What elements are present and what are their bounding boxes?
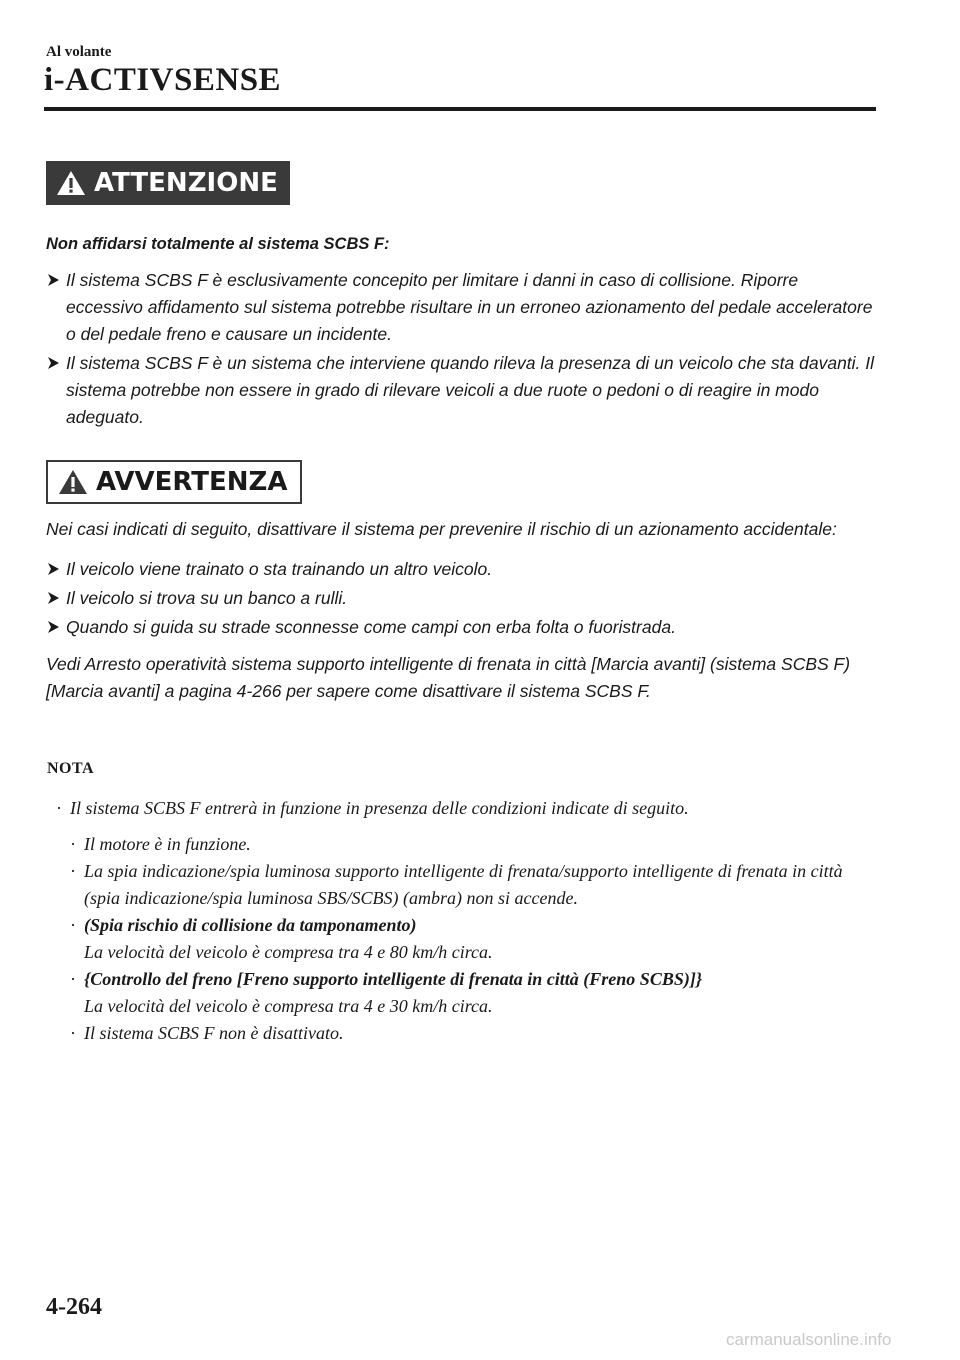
nota-main-list — [46, 795, 876, 822]
bullet-icon: · — [70, 834, 76, 854]
bullet-icon: · — [70, 915, 76, 935]
nota-conditions-list — [70, 831, 876, 1047]
avvertenza-badge — [46, 460, 302, 504]
list-item: · (Spia rischio di collisione da tamponamento) La velocità del veicolo è compresa tra 4 e 80 km/h circa. — [70, 912, 876, 966]
warning-triangle-icon — [58, 469, 88, 495]
avvertenza-list — [46, 556, 876, 641]
attenzione-list — [46, 267, 876, 431]
list-item: · {Controllo del freno [Freno supporto intelligente di frenata in città (Freno SCBS)]} La velocità del veicolo è compresa tra 4 e 30 km/h circa. — [70, 966, 876, 1020]
avvertenza-intro: Nei casi indicati di seguito, disattivare il sistema per prevenire il rischio di un azionamento accidentale: — [46, 519, 837, 539]
bullet-icon: · — [70, 1023, 76, 1043]
arrow-right-icon — [46, 591, 60, 605]
arrow-right-icon — [46, 620, 60, 634]
list-item: Il sistema SCBS F è esclusivamente concepito per limitare i danni in caso di collisione. Riporre eccessivo affidamento sul sistema potrebbe risultare in un erroneo azionamento del pedale acceleratore o del pedale freno e causare un incidente. — [46, 267, 876, 348]
arrow-right-icon — [46, 356, 60, 370]
arrow-right-icon — [46, 562, 60, 576]
avvertenza-reference: Vedi Arresto operatività sistema supporto intelligente di frenata in città [Marcia avanti] (sistema SCBS F) [Marcia avanti] a pagina 4-266 per sapere come disattivare il sistema SCBS F. — [46, 654, 851, 701]
attenzione-badge — [46, 161, 290, 205]
watermark: carmanualsonline.info — [726, 1330, 892, 1349]
list-item: · La spia indicazione/spia luminosa supporto intelligente di frenata/supporto intelligente di frenata in città (spia indicazione/spia luminosa SBS/SCBS) (ambra) non si accende. — [70, 858, 876, 912]
list-item: Il veicolo viene trainato o sta trainando un altro veicolo. — [46, 556, 876, 583]
attenzione-label: ATTENZIONE — [94, 168, 278, 198]
attenzione-body — [46, 231, 876, 433]
bullet-icon: · — [56, 798, 62, 818]
header-divider — [44, 107, 876, 111]
bullet-icon: · — [70, 969, 76, 989]
section-kicker: Al volante — [46, 44, 112, 60]
list-item: · Il motore è in funzione. — [70, 831, 876, 858]
list-item: Il veicolo si trova su un banco a rulli. — [46, 585, 876, 612]
warning-triangle-icon — [56, 170, 86, 196]
list-item: · Il sistema SCBS F non è disattivato. — [70, 1020, 876, 1047]
page-number: 4-264 — [46, 1294, 102, 1320]
avvertenza-body — [46, 516, 876, 705]
section-title: i-ACTIVSENSE — [44, 62, 282, 98]
bullet-icon: · — [70, 861, 76, 881]
list-item: Quando si guida su strade sconnesse come campi con erba folta o fuoristrada. — [46, 614, 876, 641]
attenzione-lead: Non affidarsi totalmente al sistema SCBS F: — [46, 235, 390, 253]
avvertenza-label: AVVERTENZA — [96, 467, 288, 497]
nota-body — [46, 795, 876, 1047]
arrow-right-icon — [46, 273, 60, 287]
list-item: · Il sistema SCBS F entrerà in funzione in presenza delle condizioni indicate di seguito. — [56, 795, 876, 822]
list-item: Il sistema SCBS F è un sistema che interviene quando rileva la presenza di un veicolo che sta davanti. Il sistema potrebbe non essere in grado di rilevare veicoli a due ruote o pedoni o di reagire in modo adeguato. — [46, 350, 876, 431]
nota-title: NOTA — [47, 760, 95, 777]
